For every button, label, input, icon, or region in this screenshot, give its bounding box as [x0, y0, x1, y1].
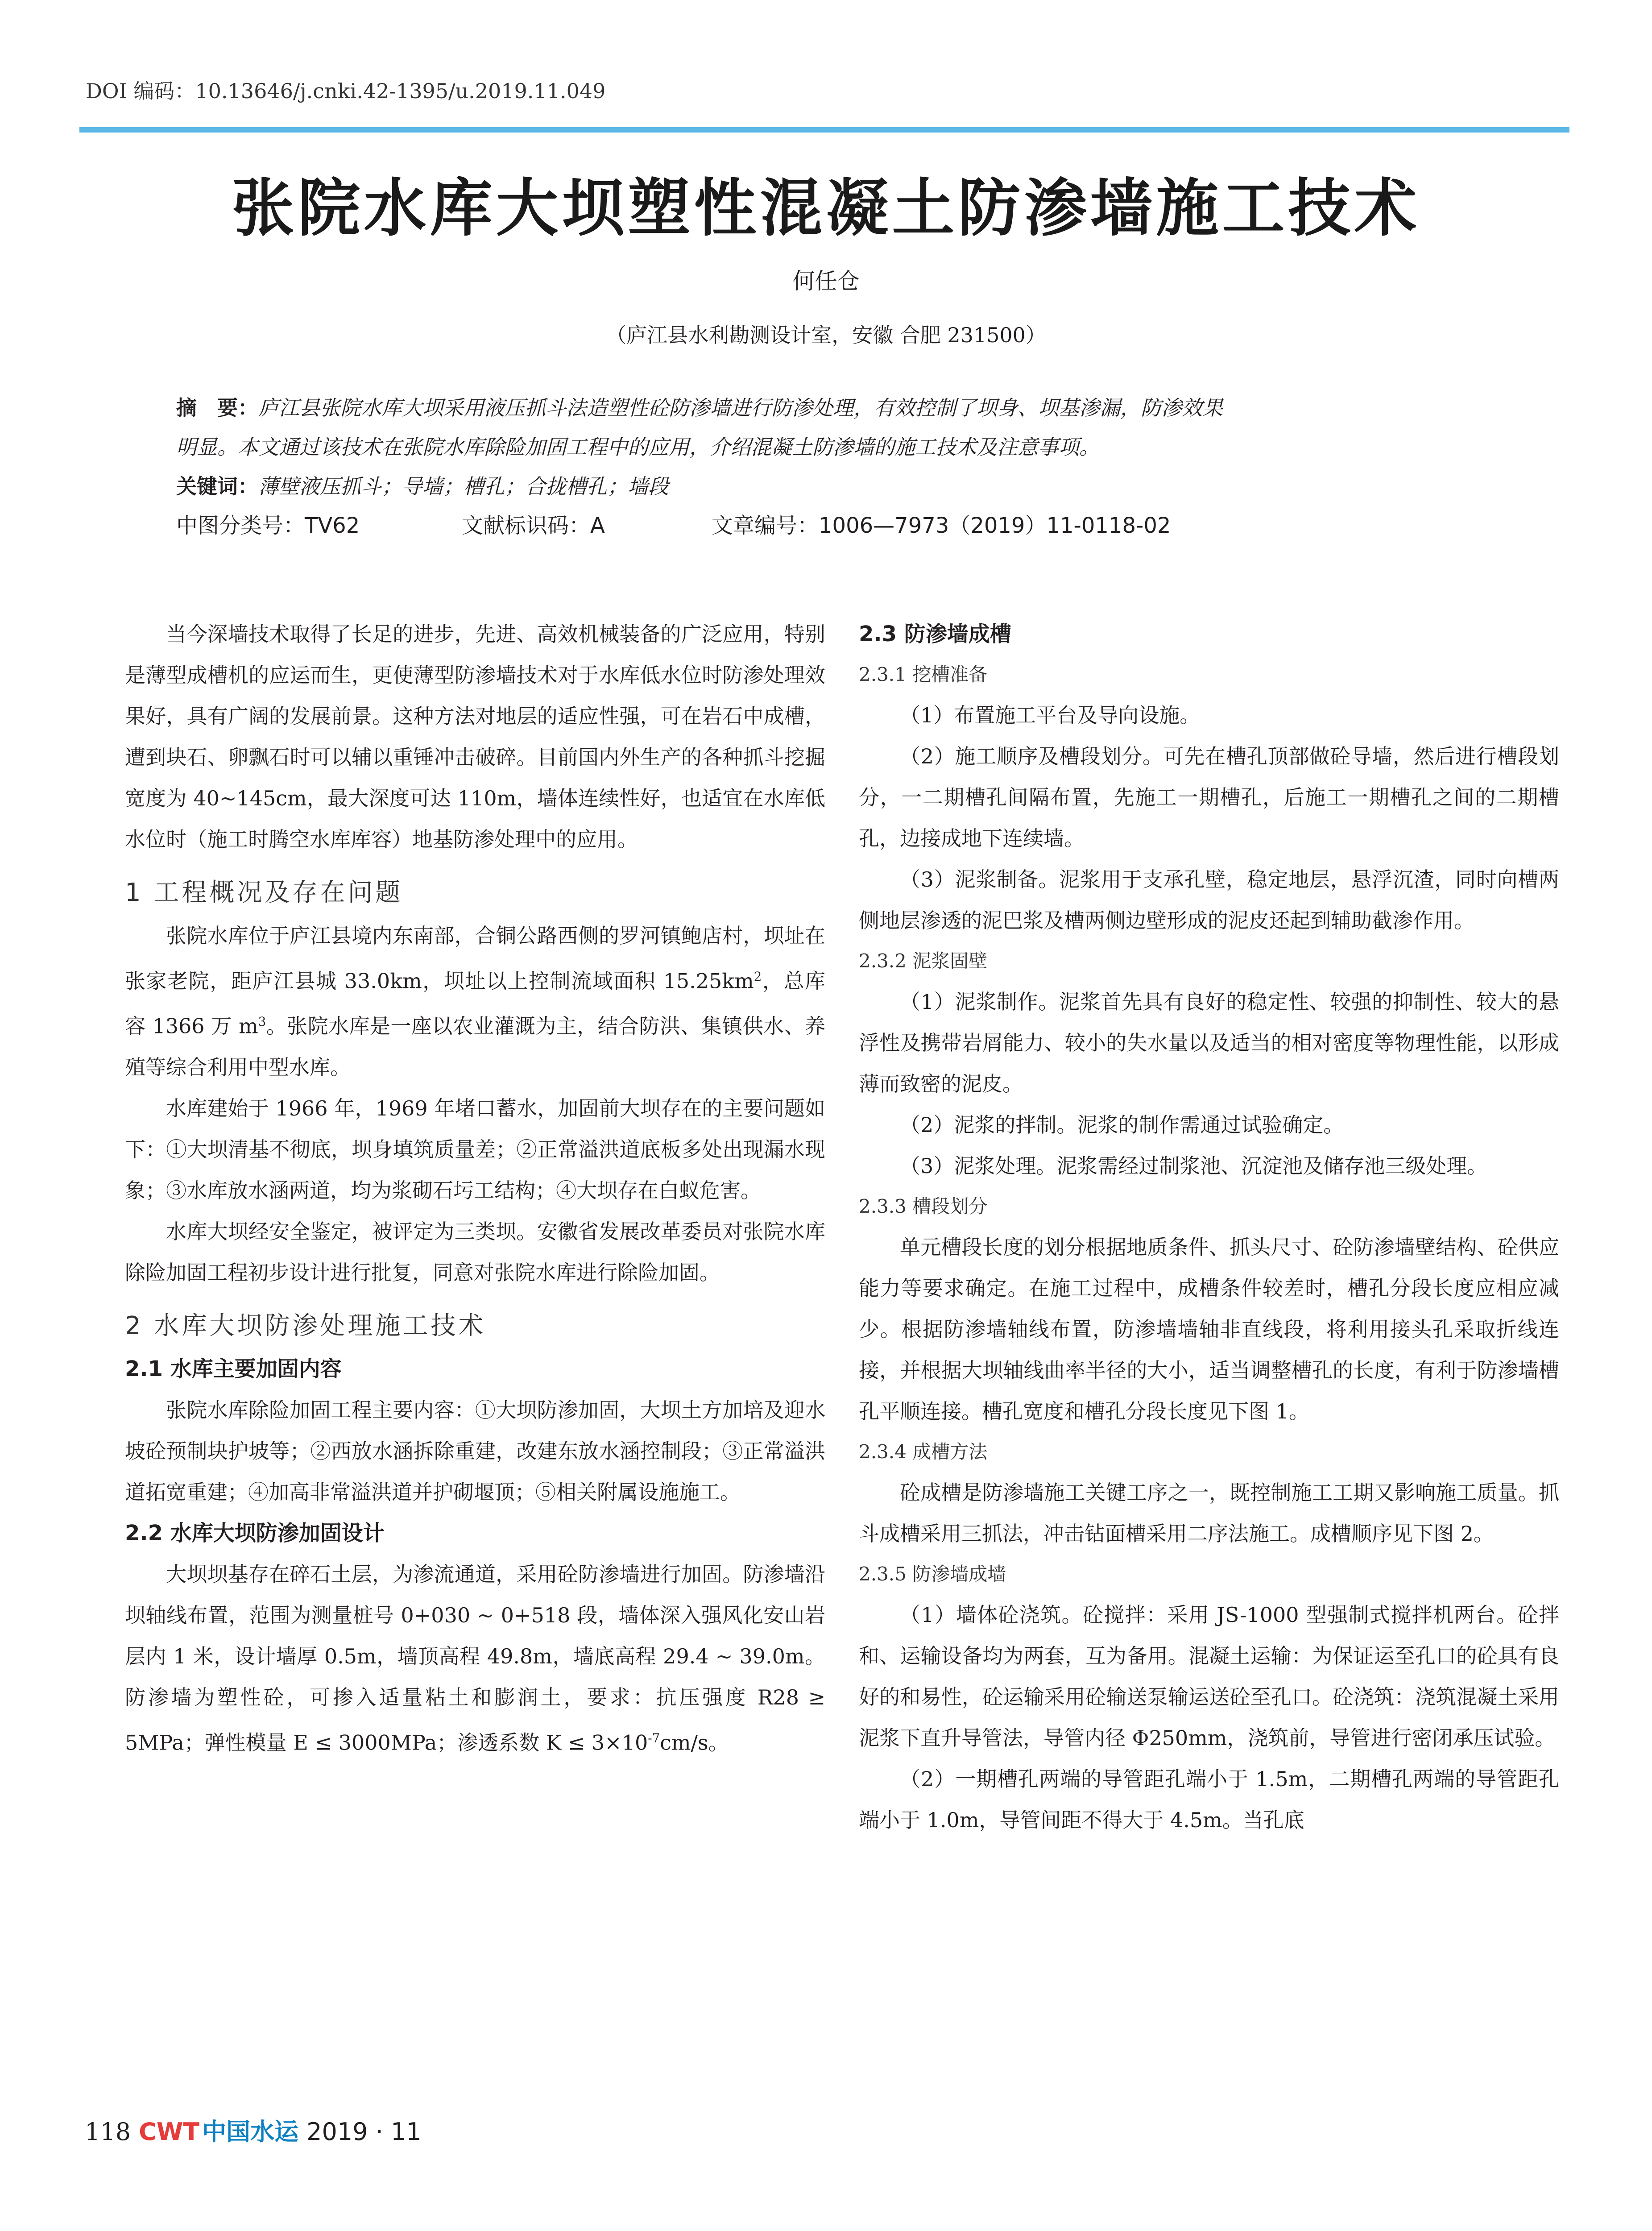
keywords-text: 薄壁液压抓斗；导墙；槽孔；合拢槽孔；墙段: [258, 474, 669, 498]
text-run: 张院水库位于庐江县境内东南部，合铜公路西侧的罗河镇鲍店村，坝址在张家老院，距庐江县城 33.0km，坝址以上控制流域面积 15.25km: [125, 924, 825, 993]
classification-line: [176, 506, 1488, 545]
section-2-1-heading: 2.1 水库主要加固内容: [125, 1356, 342, 1381]
left-column: [125, 614, 825, 1763]
section-2-3-1-item-3: （3）泥浆制备。泥浆用于支承孔壁，稳定地层，悬浮沉渣，同时向槽两侧地层渗透的泥巴浆及槽两侧边壁形成的泥皮还起到辅助截渗作用。: [859, 867, 1559, 933]
page-number: 118: [85, 2118, 131, 2146]
section-1-paragraph-1: [125, 915, 825, 1088]
section-2-3-3-heading: 2.3.3 槽段划分: [859, 1195, 988, 1217]
section-1-heading: 1 工程概况及存在问题: [125, 878, 403, 907]
section-2-3-2-item-1: （1）泥浆制作。泥浆首先具有良好的稳定性、较强的抑制性、较大的悬浮性及携带岩屑能力、较小的失水量以及适当的相对密度等物理性能，以形成薄而致密的泥皮。: [859, 990, 1559, 1096]
header-rule: [79, 127, 1569, 133]
section-2-3-1-heading: 2.3.1 挖槽准备: [859, 663, 988, 685]
section-2-3-4-paragraph: 砼成槽是防渗墙施工关键工序之一，既控制施工工期又影响施工质量。抓斗成槽采用三抓法，冲击钻面槽采用二序法施工。成槽顺序见下图 2。: [859, 1480, 1559, 1546]
intro-paragraph: 当今深墙技术取得了长足的进步，先进、高效机械装备的广泛应用，特别是薄型成槽机的应运而生，更使薄型防渗墙技术对于水库低水位时防渗处理效果好，具有广阔的发展前景。这种方法对地层的适应性强，可在岩石中成槽，遭到块石、卵飘石时可以辅以重锤冲击破碎。目前国内外生产的各种抓斗挖掘宽度为 40~145cm，最大深度可达 110m，墙体连续性好，也适宜在水库低水位时（施工时腾空水库库容）地基防渗处理中的应用。: [125, 622, 825, 851]
section-1-paragraph-3: 水库大坝经安全鉴定，被评定为三类坝。安徽省发展改革委员对张院水库除险加固工程初步设计进行批复，同意对张院水库进行除险加固。: [125, 1219, 825, 1285]
section-2-3-3-paragraph: 单元槽段长度的划分根据地质条件、抓头尺寸、砼防渗墙壁结构、砼供应能力等要求确定。在施工过程中，成槽条件较差时，槽孔分段长度应相应减少。根据防渗墙轴线布置，防渗墙墙轴非直线段，将利用接头孔采取折线连接，并根据大坝轴线曲率半径的大小，适当调整槽孔的长度，有利于防渗墙槽孔平顺连接。槽孔宽度和槽孔分段长度见下图 1。: [859, 1235, 1559, 1423]
section-2-3-heading: 2.3 防渗墙成槽: [859, 622, 1011, 647]
section-2-3-4-heading: 2.3.4 成槽方法: [859, 1441, 988, 1463]
right-column: [859, 614, 1559, 1841]
section-2-3-2-heading: 2.3.2 泥浆固壁: [859, 950, 988, 972]
section-2-3-5-heading: 2.3.5 防渗墙成墙: [859, 1563, 1006, 1585]
section-2-3-1-item-1: （1）布置施工平台及导向设施。: [900, 703, 1201, 727]
section-1-paragraph-2: 水库建始于 1966 年，1969 年堵口蓄水，加固前大坝存在的主要问题如下：①大坝清基不彻底，坝身填筑质量差；②正常溢洪道底板多处出现漏水现象；③水库放水涵两道，均为浆砌石圬工结构；④大坝存在白蚁危害。: [125, 1096, 825, 1203]
article-number: 文章编号：1006—7973（2019）11-0118-02: [712, 513, 1171, 538]
abstract: [176, 388, 1488, 467]
abstract-label: 摘 要：: [176, 396, 258, 420]
abstract-text: 庐江县张院水库大坝采用液压抓斗法造塑性砼防渗墙进行防渗处理，有效控制了坝身、坝基渗漏，防渗效果: [258, 396, 1223, 420]
journal-issue: 2019 · 11: [306, 2118, 422, 2146]
section-2-1-paragraph: 张院水库除险加固工程主要内容：①大坝防渗加固，大坝土方加培及迎水坡砼预制块护坡等；②西放水涵拆除重建，改建东放水涵控制段；③正常溢洪道拓宽重建；④加高非常溢洪道并护砌堰顶；⑤相关附属设施施工。: [125, 1397, 825, 1504]
text-run: cm/s。: [660, 1730, 729, 1754]
journal-logo-cwt: CWT: [139, 2118, 200, 2146]
keywords-label: 关键词：: [176, 474, 258, 498]
article-title: 张院水库大坝塑性混凝土防渗墙施工技术: [232, 172, 1420, 245]
keywords: [176, 467, 1488, 506]
page-footer: [85, 2113, 422, 2147]
abstract-block: [176, 388, 1488, 545]
section-2-3-5-item-2: （2）一期槽孔两端的导管距孔端小于 1.5m，二期槽孔两端的导管距孔端小于 1.0m，导管间距不得大于 4.5m。当孔底: [859, 1767, 1559, 1832]
doi-line: DOI 编码：10.13646/j.cnki.42-1395/u.2019.11.049: [86, 79, 606, 103]
clc-code: 中图分类号：TV62: [176, 513, 360, 538]
superscript: 3: [258, 1014, 266, 1029]
journal-name: 中国水运: [202, 2118, 299, 2146]
superscript: -7: [648, 1730, 660, 1746]
document-code: 文献标识码：A: [462, 513, 605, 538]
section-2-3-1-item-2: （2）施工顺序及槽段划分。可先在槽孔顶部做砼导墙，然后进行槽段划分，一二期槽孔间隔布置，先施工一期槽孔，后施工一期槽孔之间的二期槽孔，边接成地下连续墙。: [859, 744, 1559, 850]
section-2-2-heading: 2.2 水库大坝防渗加固设计: [125, 1520, 385, 1546]
section-2-3-5-item-1: （1）墙体砼浇筑。砼搅拌：采用 JS-1000 型强制式搅拌机两台。砼拌和、运输设备均为两套，互为备用。混凝土运输：为保证运至孔口的砼具有良好的和易性，砼运输采用砼输送泵输运送砼至孔口。砼浇筑：浇筑混凝土采用泥浆下直升导管法，导管内径 Φ250mm，浇筑前，导管进行密闭承压试验。: [859, 1603, 1559, 1750]
superscript: 2: [754, 969, 762, 984]
text-run: 。张院水库是一座以农业灌溉为主，结合防洪、集镇供水、养殖等综合利用中型水库。: [125, 1014, 826, 1079]
text-run: 大坝坝基存在碎石土层，为渗流通道，采用砼防渗墙进行加固。防渗墙沿坝轴线布置，范围为测量桩号 0+030 ~ 0+518 段，墙体深入强风化安山岩层内 1 米，设计墙厚 0.5m，墙顶高程 49.8m，墙底高程 29.4 ~ 39.0m。防渗墙为塑性砼，可掺入适量粘土和膨润土，要求：抗压强度 R28 ≥ 5MPa；弹性模量 E ≤ 3000MPa；渗透系数 K ≤ 3×10: [125, 1562, 825, 1754]
author-name: 何任仓: [792, 268, 860, 294]
section-2-3-2-item-3: （3）泥浆处理。泥浆需经过制浆池、沉淀池及储存池三级处理。: [900, 1154, 1488, 1178]
abstract-text-continued: 明显。本文通过该技术在张院水库除险加固工程中的应用，介绍混凝土防渗墙的施工技术及注意事项。: [176, 435, 1100, 459]
section-2-2-paragraph: [125, 1554, 825, 1763]
section-2-heading: 2 水库大坝防渗处理施工技术: [125, 1311, 486, 1340]
author-affiliation: （庐江县水利勘测设计室，安徽 合肥 231500）: [606, 323, 1046, 347]
section-2-3-2-item-2: （2）泥浆的拌制。泥浆的制作需通过试验确定。: [900, 1113, 1344, 1137]
text-run: ，总库容 1366 万 m: [125, 969, 826, 1038]
